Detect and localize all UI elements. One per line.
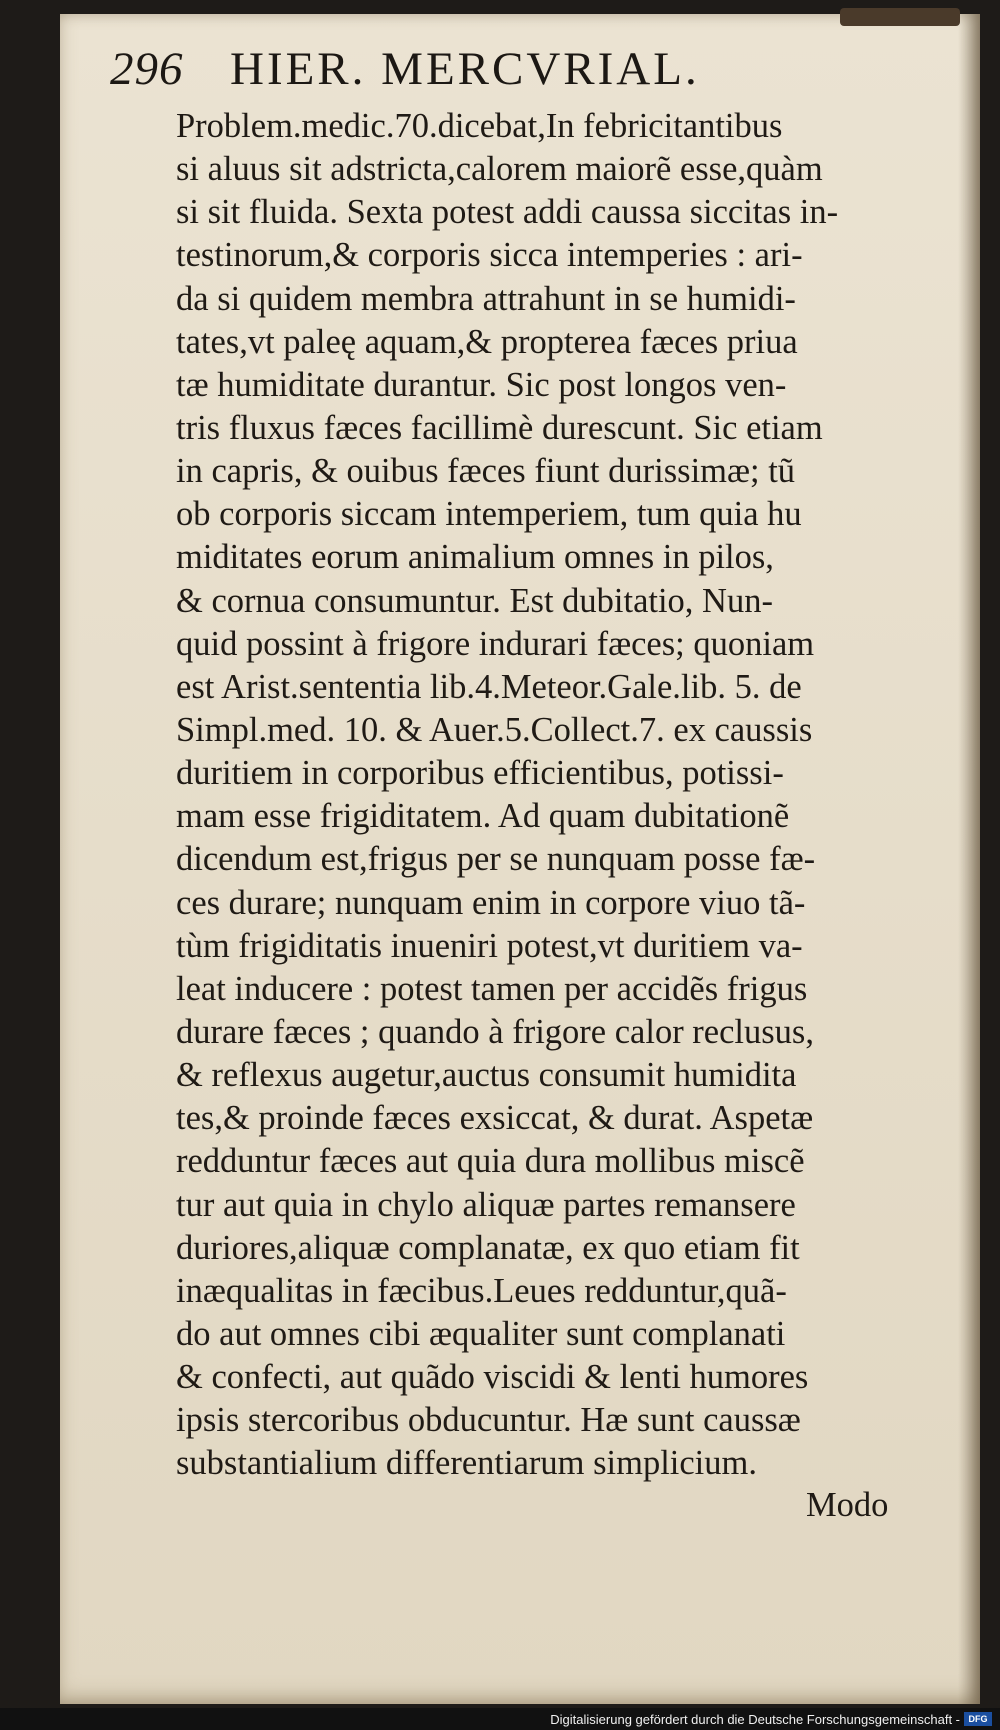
page-number: 296: [110, 43, 184, 95]
text-line: si sit fluida. Sexta potest addi caussa siccitas in-: [176, 193, 839, 232]
text-line: si aluus sit adstricta,calorem maiorẽ esse,quàm: [176, 150, 823, 189]
text-line: & confecti, aut quãdo viscidi & lenti humores: [176, 1358, 809, 1397]
page-top-stain: [840, 8, 960, 26]
text-line: duriores,aliquæ complanatæ, ex quo etiam fit: [176, 1228, 800, 1267]
running-head: [110, 42, 870, 96]
digitization-footer: [0, 1708, 1000, 1730]
text-line: & reflexus augetur,auctus consumit humidita: [176, 1056, 797, 1095]
text-line: substantialium differentiarum simplicium.: [176, 1444, 757, 1483]
running-title: HIER. MERCVRIAL.: [230, 43, 700, 95]
text-line: do aut omnes cibi æqualiter sunt complanati: [176, 1314, 786, 1353]
text-line: Problem.medic.70.dicebat,In febricitantibus: [176, 107, 783, 145]
text-line: tur aut quia in chylo aliquæ partes remansere: [176, 1185, 796, 1224]
funding-credit: Digitalisierung gefördert durch die Deutsche Forschungsgemeinschaft -: [550, 1712, 960, 1727]
text-line: redduntur fæces aut quia dura mollibus miscẽ: [176, 1142, 805, 1181]
text-line: in capris, & ouibus fæces fiunt durissimæ; tũ: [176, 452, 796, 491]
text-line: quid possint à frigore indurari fæces; quoniam: [176, 624, 815, 663]
text-line: tæ humiditate durantur. Sic post longos ven-: [176, 365, 787, 404]
text-line: ipsis stercoribus obducuntur. Hæ sunt caussæ: [176, 1401, 801, 1440]
text-line: Simpl.med. 10. & Auer.5.Collect.7. ex caussis: [176, 710, 813, 749]
text-line: tris fluxus fæces facillimè durescunt. Sic etiam: [176, 408, 823, 447]
text-line: ces durare; nunquam enim in corpore viuo tã-: [176, 883, 806, 922]
catchword: Modo: [806, 1486, 889, 1524]
body-text: [176, 105, 916, 1486]
text-line: inæqualitas in fæcibus.Leues redduntur,quã-: [176, 1271, 787, 1310]
text-line: miditates eorum animalium omnes in pilos,: [176, 538, 774, 577]
text-line: est Arist.sententia lib.4.Meteor.Gale.lib. 5. de: [176, 667, 802, 706]
dfg-logo-icon: DFG: [964, 1712, 992, 1726]
text-line: tes,& proinde fæces exsiccat, & durat. Aspetæ: [176, 1099, 814, 1138]
text-line: duritiem in corporibus efficientibus, potissi-: [176, 754, 784, 793]
text-line: testinorum,& corporis sicca intemperies : ari-: [176, 236, 803, 275]
text-line: dicendum est,frigus per se nunquam posse fæ-: [176, 840, 816, 879]
text-line: da si quidem membra attrahunt in se humidi-: [176, 279, 796, 318]
text-line: mam esse frigiditatem. Ad quam dubitationẽ: [176, 797, 790, 836]
text-line: durare fæces ; quando à frigore calor reclusus,: [176, 1012, 814, 1051]
page-edge-shadow: [958, 14, 980, 1704]
text-line: & cornua consumuntur. Est dubitatio, Nun-: [176, 581, 773, 620]
text-line: leat inducere : potest tamen per accidẽs frigus: [176, 969, 808, 1008]
text-line: ob corporis siccam intemperiem, tum quia hu: [176, 495, 802, 534]
text-line: tates,vt paleę aquam,& propterea fæces priua: [176, 322, 798, 361]
text-line: tùm frigiditatis inueniri potest,vt duritiem va-: [176, 926, 803, 965]
